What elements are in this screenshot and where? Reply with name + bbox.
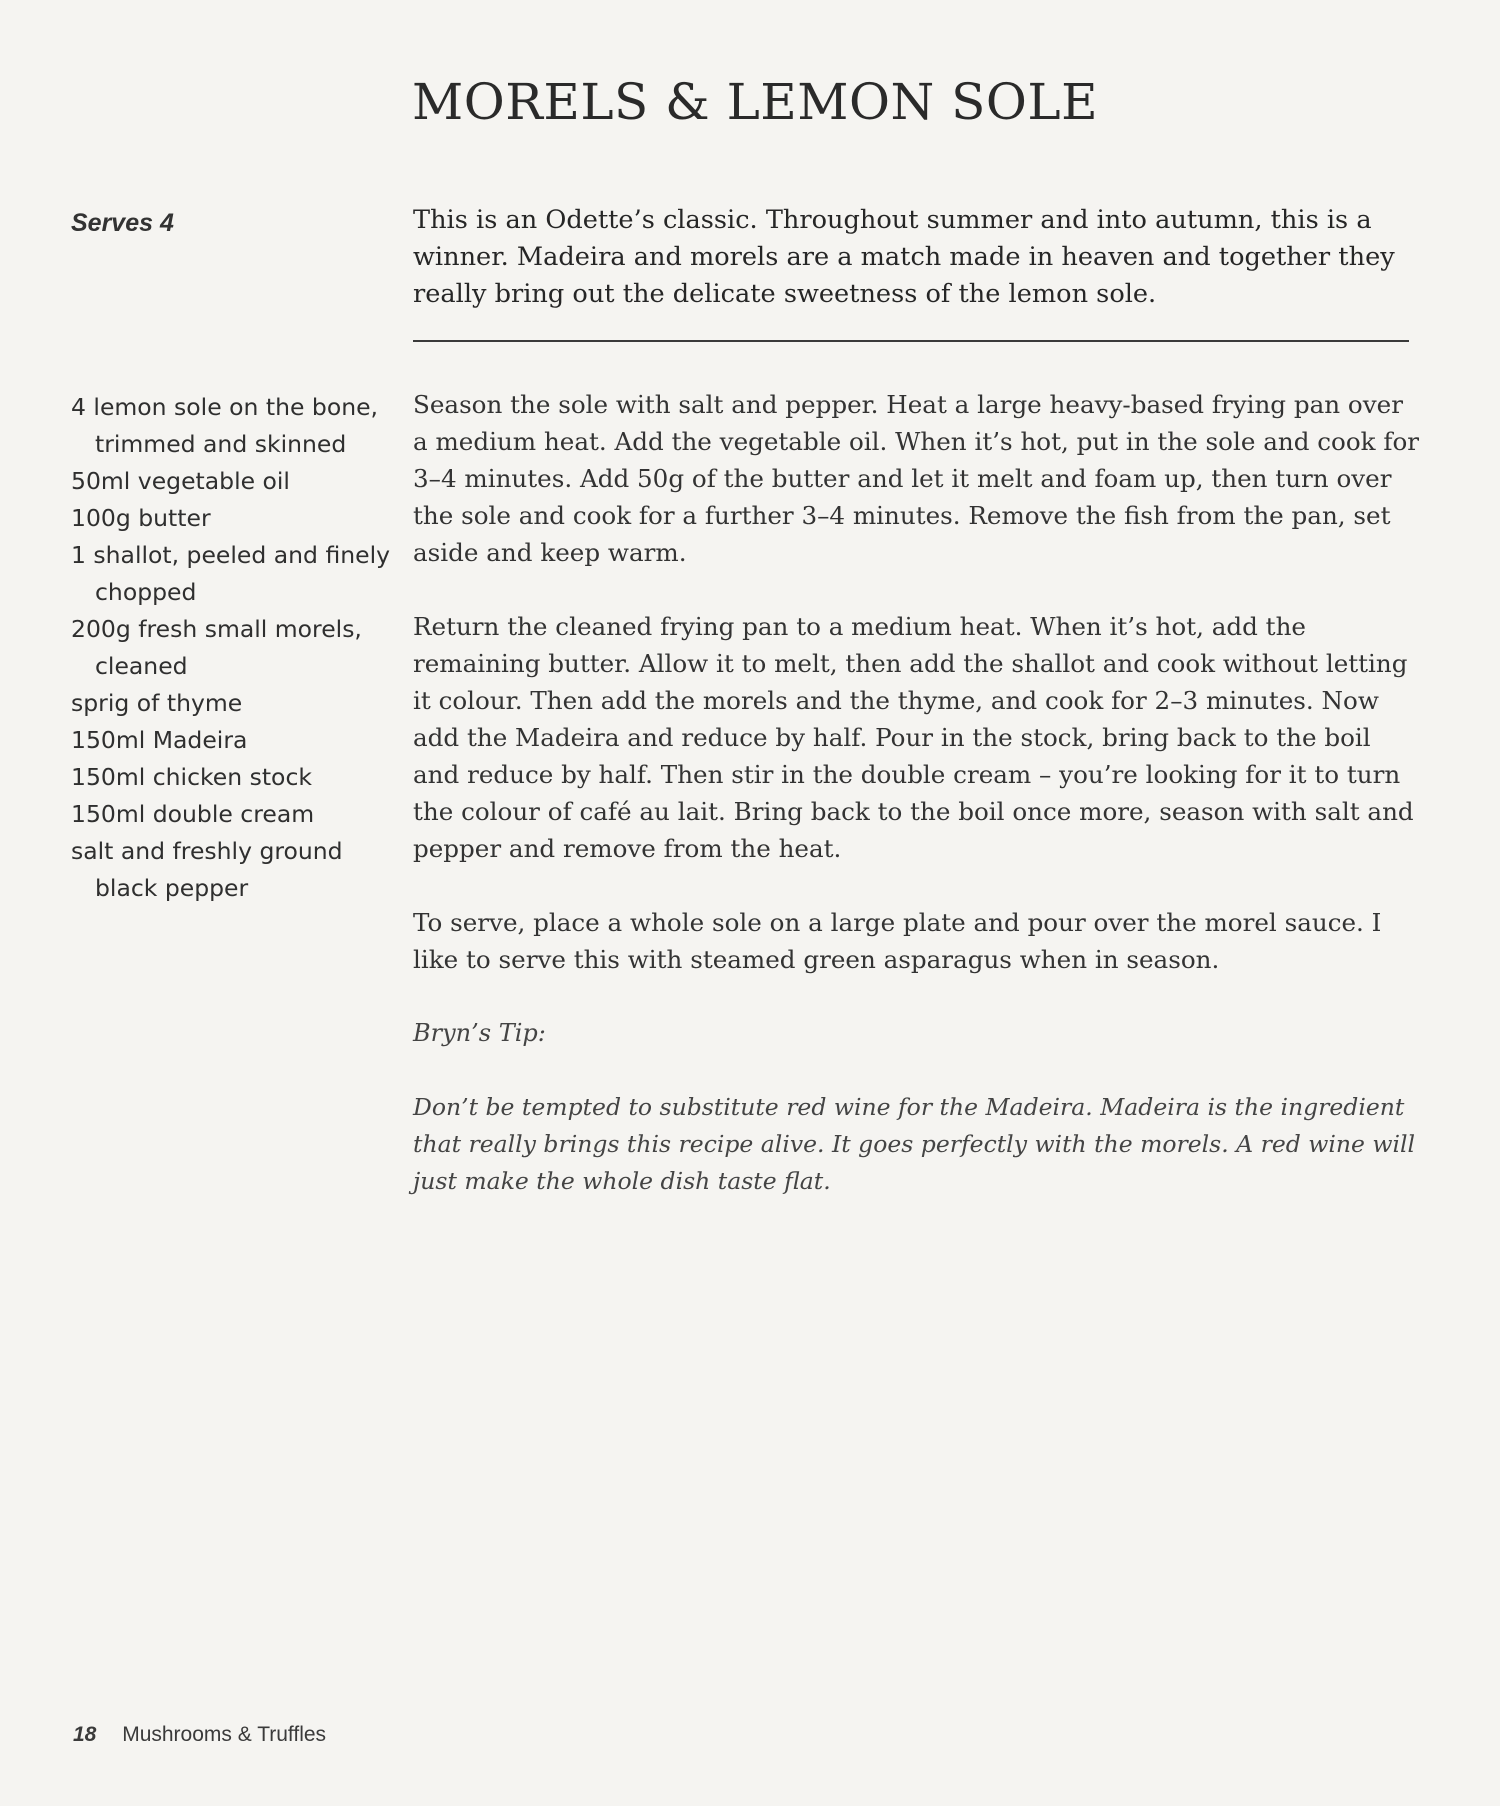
page-number: 18 xyxy=(73,1723,97,1746)
page-footer xyxy=(73,1723,326,1747)
ingredient-item: 4 lemon sole on the bone, trimmed and skinned xyxy=(71,393,379,458)
method-step: To serve, place a whole sole on a large plate and pour over the morel sauce. I like to serve this with steamed green asparagus when in season. xyxy=(413,908,1382,974)
ingredient-item: 150ml Madeira xyxy=(71,726,248,754)
ingredient-item: 100g butter xyxy=(71,504,211,532)
ingredient-item: salt and freshly ground black pepper xyxy=(71,837,343,902)
ingredient-item: 50ml vegetable oil xyxy=(71,467,290,495)
tip-text: Don’t be tempted to substitute red wine for the Madeira. Madeira is the ingredient that really brings this recipe alive. It goes perfectly with the morels. A red wine will just make the whole dish taste flat. xyxy=(413,1093,1416,1195)
ingredient-item: 1 shallot, peeled and finely chopped xyxy=(71,541,391,606)
recipe-title: MORELS & LEMON SOLE xyxy=(412,73,1099,131)
ingredient-item: 200g fresh small morels, cleaned xyxy=(71,615,362,680)
method-step: Season the sole with salt and pepper. Heat a large heavy-based frying pan over a medium heat. Add the vegetable oil. When it’s hot, put in the sole and cook for 3–4 minutes. Add 50g of the butter and let it melt and foam up, then turn over the sole and cook for a further 3–4 minutes. Remove the fish from the pan, set aside and keep warm. xyxy=(413,390,1420,567)
ingredient-item: 150ml double cream xyxy=(71,800,315,828)
ingredient-list xyxy=(71,389,401,907)
ingredient-item: sprig of thyme xyxy=(71,689,243,717)
method-section xyxy=(413,386,1423,1237)
section-divider xyxy=(413,340,1409,342)
section-name: Mushrooms & Truffles xyxy=(122,1723,327,1746)
tip-label: Bryn’s Tip: xyxy=(413,1019,546,1047)
recipe-intro: This is an Odette’s classic. Throughout summer and into autumn, this is a winner. Madeira and morels are a match made in heaven and together they really bring out the delicate sweetness of the lemon sole. xyxy=(413,205,1395,309)
serves-label: Serves 4 xyxy=(71,209,174,237)
method-step: Return the cleaned frying pan to a medium heat. When it’s hot, add the remaining butter. Allow it to melt, then add the shallot and cook without letting it colour. Then add the morels and the thyme, and cook for 2–3 minutes. Now add the Madeira and reduce by half. Pour in the stock, bring back to the boil and reduce by half. Then stir in the double cream – you’re looking for it to turn the colour of café au lait. Bring back to the boil once more, season with salt and pepper and remove from the heat. xyxy=(413,612,1414,863)
ingredient-item: 150ml chicken stock xyxy=(71,763,312,791)
